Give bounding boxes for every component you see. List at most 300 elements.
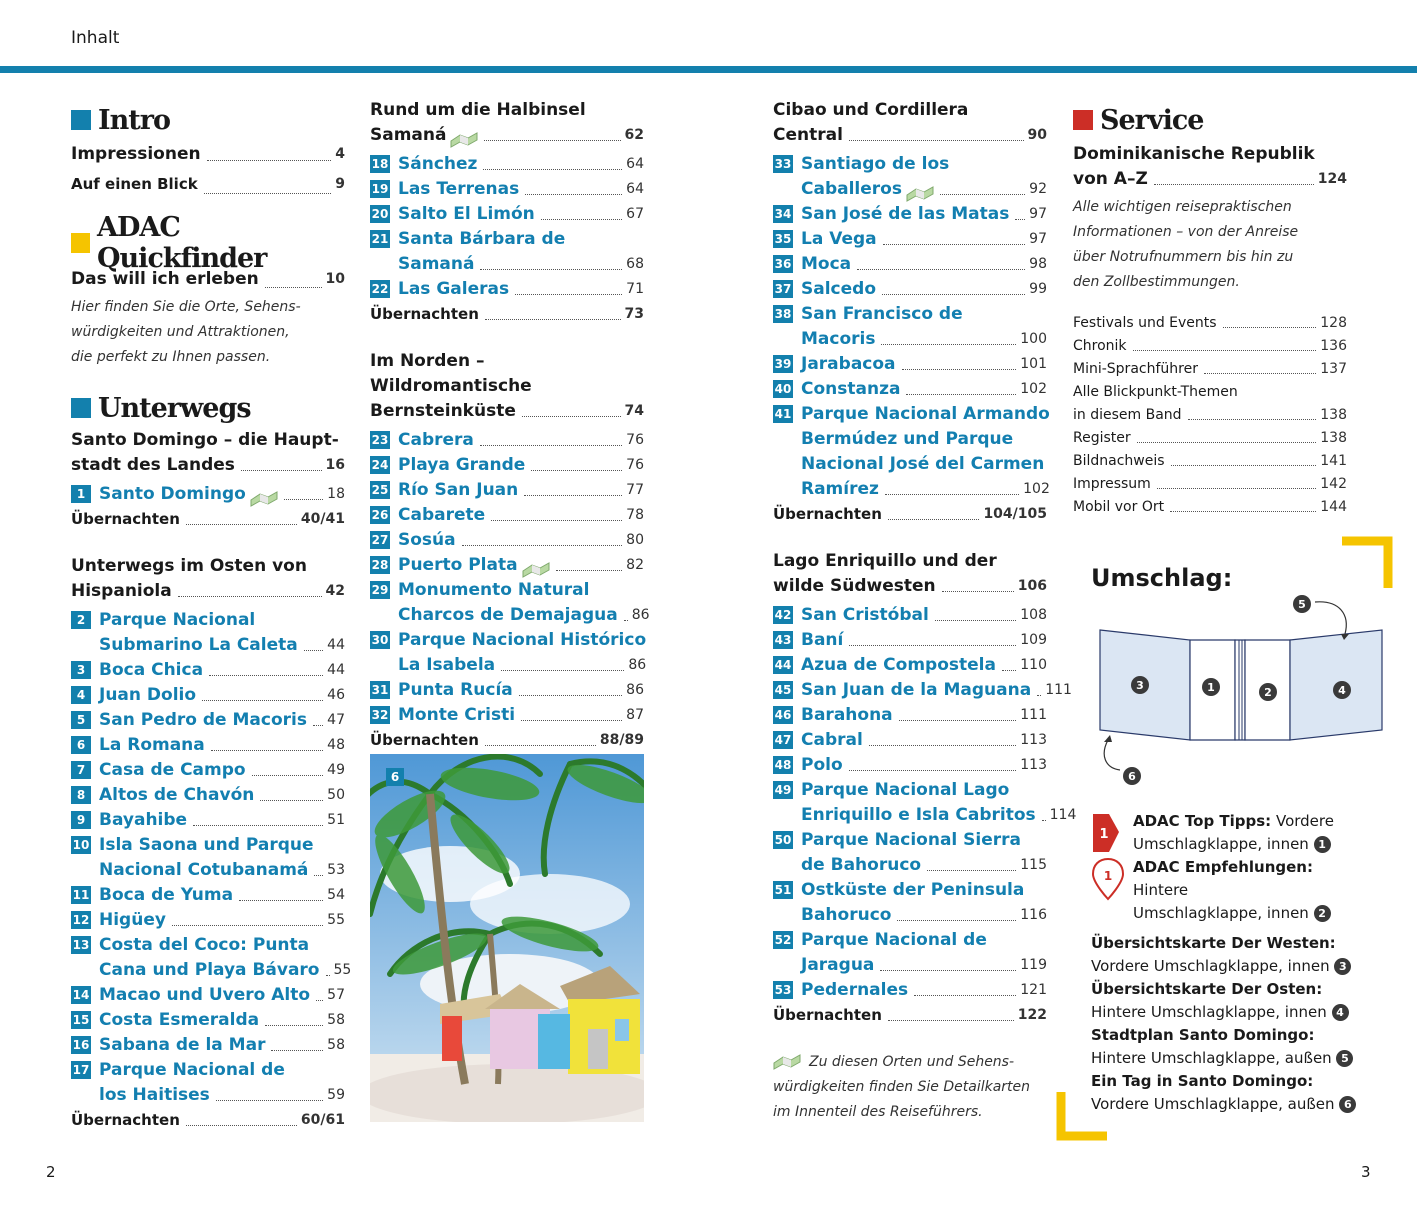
entry-number: 30 [371, 633, 389, 647]
toc-row[interactable]: Impressum 142 [1073, 476, 1347, 492]
toc-entry[interactable] [773, 753, 1047, 778]
page-number-left: 2 [46, 1163, 56, 1181]
panel-4-label [1333, 681, 1351, 699]
toc-row[interactable]: Übernachten 60/61 [71, 1111, 345, 1129]
entry-title: Bayahibe [99, 810, 188, 830]
toc-row[interactable]: Übernachten 73 [370, 305, 644, 323]
top-tipp-icon [1091, 810, 1127, 856]
entry-page: 51 [327, 812, 345, 828]
toc-row[interactable]: Übernachten 122 [773, 1006, 1047, 1024]
entry-title-line: Parque Nacional Lago [801, 780, 1010, 800]
entry-title: Ramírez [801, 479, 879, 499]
entry-page: 46 [327, 687, 345, 703]
entry-title-line: Bermúdez und Parque [801, 429, 1014, 449]
entry-number: 19 [371, 182, 389, 196]
panel-3-label [1131, 676, 1149, 694]
service-desc: Alle wichtigen reisepraktischen Informationen – von der Anreise über Notrufnummern bis hin zu den Zollbestimmungen. [1073, 199, 1299, 290]
entry-number: 39 [774, 357, 792, 371]
entry-title-line: Monumento Natural [398, 580, 590, 600]
svg-text:1: 1 [1103, 869, 1113, 883]
entry-title-line: San Francisco de [801, 304, 963, 324]
toc-entry[interactable] [71, 1058, 345, 1108]
entry-title: Jaragua [801, 955, 875, 975]
entry-page: 58 [327, 1012, 345, 1028]
entry-title: San Juan de la Maguana [801, 680, 1032, 700]
entry-title-line: Ostküste der Peninsula [801, 880, 1025, 900]
entry-page: 76 [626, 457, 644, 473]
entry-page: 116 [1020, 907, 1047, 923]
toc-entry[interactable] [370, 678, 644, 703]
toc-entry[interactable] [71, 783, 345, 808]
entry-page: 97 [1029, 231, 1047, 247]
toc-row[interactable]: Festivals und Events 128 [1073, 315, 1347, 331]
entry-title: Barahona [801, 705, 893, 725]
entry-number: 3 [71, 661, 91, 679]
toc-row[interactable]: Das will ich erleben 10 [71, 269, 345, 289]
entry-title: Salcedo [801, 279, 876, 299]
toc-column-2 [370, 96, 650, 753]
entry-number: 35 [774, 232, 792, 246]
empfehlung-icon [1091, 856, 1127, 902]
toc-entry[interactable] [370, 503, 644, 528]
entry-page: 111 [1045, 682, 1072, 698]
entry-number: 37 [774, 282, 792, 296]
entry-page: 86 [628, 657, 647, 673]
toc-entry[interactable]: 1 Santo Domingo 18 [71, 482, 345, 507]
entry-title: los Haitises [99, 1085, 210, 1105]
entry-number: 11 [72, 888, 90, 902]
entry-number: 38 [774, 307, 792, 321]
entry-title-line: Santa Bárbara de [398, 229, 566, 249]
entry-title-line: Parque Nacional Histórico [398, 630, 647, 650]
entry-title: Macao und Uvero Alto [99, 985, 311, 1005]
detail-map-icon [450, 132, 478, 148]
entry-number: 13 [72, 938, 90, 952]
entry-title: Samaná [398, 254, 475, 274]
toc-entry[interactable] [71, 683, 345, 708]
cover-title: Umschlag: [1091, 564, 1233, 592]
entry-number: 29 [371, 583, 389, 597]
legend-empfehlungen: 1 ADAC Empfehlungen: Hintere Umschlagklappe, innen 2 [1091, 856, 1371, 925]
entry-title-line: Nacional José del Carmen [801, 454, 1045, 474]
toc-row[interactable]: Central 90 [773, 125, 1047, 145]
detail-map-note: Zu diesen Orten und Sehens- würdigkeiten finden Sie Detailkarten im Innenteil des Reiseführers. [773, 1054, 1031, 1120]
entry-number: 44 [774, 658, 792, 672]
entry-title: Cabarete [398, 505, 486, 525]
entry-title: Salto El Limón [398, 204, 535, 224]
toc-entry[interactable] [773, 227, 1047, 252]
entry-page: 102 [1020, 381, 1047, 397]
entry-page: 49 [327, 762, 345, 778]
toc-entry[interactable] [773, 252, 1047, 277]
detail-map-icon [522, 562, 550, 578]
entry-number: 46 [774, 708, 792, 722]
entry-number: 36 [774, 257, 792, 271]
toc-entry[interactable] [773, 202, 1047, 227]
entry-title: La Romana [99, 735, 205, 755]
toc-entry[interactable] [370, 177, 644, 202]
entry-number: 45 [774, 683, 792, 697]
beach-photo [370, 754, 644, 1122]
entry-title: Submarino La Caleta [99, 635, 298, 655]
entry-page: 68 [626, 256, 644, 272]
toc-entry[interactable] [773, 828, 1047, 878]
entry-page: 44 [327, 662, 345, 678]
toc-row[interactable]: Übernachten 40/41 [71, 510, 345, 528]
entry-number: 23 [371, 433, 389, 447]
entry-number: 41 [774, 407, 792, 421]
arrow-top-label [1293, 595, 1311, 613]
svg-text:1: 1 [1099, 827, 1109, 842]
toc-entry[interactable] [71, 608, 345, 658]
svg-text:2: 2 [1264, 686, 1272, 699]
toc-entry[interactable] [773, 778, 1077, 828]
toc-entry[interactable] [773, 978, 1047, 1003]
entry-title: La Vega [801, 229, 877, 249]
toc-entry[interactable] [71, 733, 345, 758]
entry-page: 82 [626, 557, 644, 573]
toc-entry[interactable] [370, 528, 644, 553]
toc-entry[interactable] [773, 728, 1047, 753]
panel-1-label [1202, 678, 1220, 696]
toc-entry[interactable] [370, 478, 644, 503]
cover-ref-badge: 2 [1314, 905, 1331, 922]
entry-title-line: Parque Nacional de [99, 1060, 285, 1080]
toc-row[interactable]: Impressionen 4 [71, 144, 345, 164]
detail-map-icon [773, 1054, 801, 1070]
entry-title: Cabrera [398, 430, 474, 450]
region-heading: Santo Domingo – die Haupt- [71, 430, 339, 450]
entry-page: 98 [1029, 256, 1047, 272]
entry-page: 58 [327, 1037, 345, 1053]
entry-number: 51 [774, 883, 792, 897]
entry-title: La Isabela [398, 655, 496, 675]
entry-number: 52 [774, 933, 792, 947]
entry-page: 57 [327, 987, 345, 1003]
region-heading: Im Norden – Wildromantische [370, 351, 532, 396]
toc-entry[interactable] [773, 653, 1047, 678]
section-marker-icon [71, 398, 91, 418]
entry-title: Puerto Plata [398, 555, 518, 575]
header-rule [0, 66, 1417, 73]
toc-row[interactable]: Samaná 62 [370, 123, 644, 148]
entry-page: 92 [1029, 181, 1047, 197]
toc-entry[interactable] [71, 1033, 345, 1058]
entry-title: Cana und Playa Bávaro [99, 960, 320, 980]
entry-title: Juan Dolio [99, 685, 197, 705]
entry-title: Boca Chica [99, 660, 204, 680]
region-heading: Unterwegs im Osten von [71, 556, 307, 576]
toc-entry[interactable] [773, 352, 1047, 377]
entry-title-line: Parque Nacional Armando [801, 404, 1050, 424]
entry-title: Pedernales [801, 980, 909, 1000]
entry-page: 87 [626, 707, 644, 723]
entry-title: Caballeros [801, 179, 902, 199]
toc-entry[interactable] [71, 1008, 345, 1033]
entry-page: 100 [1020, 331, 1047, 347]
svg-text:3: 3 [1136, 679, 1144, 692]
detail-map-icon [906, 186, 934, 202]
entry-page: 102 [1023, 481, 1050, 497]
entry-title-line: Parque Nacional de [801, 930, 987, 950]
entry-page: 115 [1020, 857, 1047, 873]
toc-entry[interactable] [370, 277, 644, 302]
entry-number: 21 [371, 232, 389, 246]
cover-ref-badge: 3 [1334, 958, 1351, 975]
entry-title: Sánchez [398, 154, 478, 174]
toc-entry[interactable] [71, 908, 345, 933]
arrow-bottom-label [1123, 767, 1141, 785]
entry-number: 27 [371, 533, 389, 547]
entry-number: 10 [72, 838, 90, 852]
entry-title: Macoris [801, 329, 876, 349]
entry-page: 113 [1020, 732, 1047, 748]
entry-number: 17 [72, 1063, 90, 1077]
entry-title: Las Galeras [398, 279, 510, 299]
svg-text:6: 6 [1128, 770, 1136, 783]
toc-entry[interactable] [370, 202, 644, 227]
entry-page: 109 [1020, 632, 1047, 648]
entry-number: 43 [774, 633, 792, 647]
svg-text:4: 4 [1338, 684, 1346, 697]
entry-number: 53 [774, 983, 792, 997]
toc-entry[interactable] [71, 758, 345, 783]
map-entry[interactable]: Übersichtskarte Der Osten: Hintere Umschlagklappe, innen 4 [1091, 978, 1381, 1024]
toc-row[interactable]: Hispaniola 42 [71, 581, 345, 601]
entry-number: 12 [72, 913, 90, 927]
entry-number: 25 [371, 483, 389, 497]
entry-title: Nacional Cotubanamá [99, 860, 309, 880]
entry-title: Playa Grande [398, 455, 526, 475]
region-heading: Rund um die Halbinsel [370, 100, 586, 120]
corner-bracket-top [1340, 536, 1396, 590]
section-marker-icon [71, 110, 91, 130]
page-header [0, 0, 1417, 68]
entry-number: 24 [371, 458, 389, 472]
toc-entry[interactable] [71, 833, 345, 883]
section-intro-title: Intro [71, 100, 345, 140]
entry-title: Las Terrenas [398, 179, 520, 199]
entry-number: 6 [71, 736, 91, 754]
map-entry[interactable]: Ein Tag in Santo Domingo: Vordere Umschlagklappe, außen 6 [1091, 1070, 1381, 1116]
section-marker-icon [71, 233, 90, 253]
toc-entry[interactable] [773, 277, 1047, 302]
toc-entry[interactable] [71, 808, 345, 833]
toc-row[interactable]: Register 138 [1073, 430, 1347, 446]
entry-title: de Bahoruco [801, 855, 922, 875]
cover-ref-badge: 1 [1314, 836, 1331, 853]
entry-number: 32 [371, 708, 389, 722]
entry-page: 114 [1049, 807, 1077, 823]
entry-page: 77 [626, 482, 644, 498]
entry-page: 113 [1020, 757, 1047, 773]
toc-entry[interactable] [773, 928, 1047, 978]
entry-title-line: Santiago de los [801, 154, 950, 174]
entry-title: Casa de Campo [99, 760, 246, 780]
entry-title: San José de las Matas [801, 204, 1010, 224]
entry-title-line: Costa del Coco: Punta [99, 935, 310, 955]
toc-entry[interactable] [370, 628, 647, 678]
toc-row[interactable]: von A–Z 124 [1073, 169, 1347, 189]
toc-entry[interactable] [370, 553, 644, 578]
entry-page: 64 [626, 156, 644, 172]
entry-page: 86 [631, 607, 650, 623]
toc-entry[interactable] [370, 578, 650, 628]
entry-page: 67 [626, 206, 644, 222]
toc-entry[interactable] [370, 428, 644, 453]
entry-page: 59 [327, 1087, 345, 1103]
entry-page: 55 [333, 962, 352, 978]
entry-page: 108 [1020, 607, 1047, 623]
entry-page: 99 [1029, 281, 1047, 297]
entry-number: 5 [71, 711, 91, 729]
toc-entry[interactable] [773, 603, 1047, 628]
toc-column-3 [773, 96, 1077, 1028]
entry-number: 47 [774, 733, 792, 747]
region-heading: Dominikanische Republik [1073, 144, 1315, 164]
service-list [1073, 312, 1347, 519]
entry-title: Boca de Yuma [99, 885, 234, 905]
toc-entry[interactable] [370, 227, 644, 277]
toc-entry[interactable] [370, 152, 644, 177]
entry-title: Baní [801, 630, 844, 650]
toc-row[interactable]: Mini-Sprachführer 137 [1073, 361, 1347, 377]
entry-number: 49 [774, 783, 792, 797]
page-number-right: 3 [1361, 1163, 1371, 1181]
entry-title: Higüey [99, 910, 166, 930]
entry-page: 80 [626, 532, 644, 548]
toc-row[interactable]: stadt des Landes 16 [71, 455, 345, 475]
toc-row-label: Alle Blickpunkt-Themen [1073, 384, 1238, 400]
toc-column-4 [1073, 96, 1347, 519]
entry-page: 55 [327, 912, 345, 928]
entry-page: 64 [626, 181, 644, 197]
entry-number: 8 [71, 786, 91, 804]
toc-entry[interactable] [370, 453, 644, 478]
toc-row[interactable]: Bildnachweis 141 [1073, 453, 1347, 469]
entry-title: San Pedro de Macoris [99, 710, 307, 730]
entry-number: 18 [371, 157, 389, 171]
entry-number: 7 [71, 761, 91, 779]
photo-number-badge: 6 [386, 768, 404, 786]
toc-row[interactable]: Übernachten 104/105 [773, 505, 1047, 523]
svg-text:5: 5 [1298, 598, 1306, 611]
legend [1091, 810, 1371, 925]
toc-row[interactable]: Übernachten 88/89 [370, 731, 644, 749]
toc-entry[interactable] [71, 933, 352, 983]
entry-number: 42 [774, 608, 792, 622]
entry-number: 1 [71, 485, 91, 503]
entry-title: Bahoruco [801, 905, 892, 925]
svg-text:1: 1 [1207, 681, 1215, 694]
toc-entry[interactable] [773, 703, 1047, 728]
toc-entry[interactable] [370, 703, 644, 728]
toc-entry[interactable] [71, 658, 345, 683]
entry-title: Punta Rucía [398, 680, 513, 700]
toc-entry[interactable] [773, 628, 1047, 653]
toc-column-1 [71, 96, 352, 1133]
entry-page: 111 [1020, 707, 1047, 723]
entry-page: 78 [626, 507, 644, 523]
entry-number: 33 [774, 157, 792, 171]
cover-ref-badge: 4 [1332, 1004, 1349, 1021]
toc-entry[interactable] [773, 302, 1047, 352]
entry-number: 16 [72, 1038, 90, 1052]
entry-number: 2 [71, 611, 91, 629]
map-entry[interactable]: Stadtplan Santo Domingo: Hintere Umschlagklappe, außen 5 [1091, 1024, 1381, 1070]
entry-number: 34 [774, 207, 792, 221]
entry-title: Jarabacoa [801, 354, 896, 374]
toc-entry[interactable] [773, 377, 1047, 402]
cover-ref-badge: 5 [1336, 1050, 1353, 1067]
entry-number: 50 [774, 833, 792, 847]
section-quickfinder-title: ADAC Quickfinder [71, 223, 345, 263]
entry-title-line: Isla Saona und Parque [99, 835, 314, 855]
toc-row[interactable]: Chronik 136 [1073, 338, 1347, 354]
entry-title: Azua de Compostela [801, 655, 996, 675]
entry-title: Moca [801, 254, 852, 274]
entry-title: Sabana de la Mar [99, 1035, 266, 1055]
entry-number: 48 [774, 758, 792, 772]
toc-entry[interactable] [773, 678, 1072, 703]
map-entry[interactable]: Übersichtskarte Der Westen: Vordere Umschlagklappe, innen 3 [1091, 932, 1381, 978]
entry-page: 47 [327, 712, 345, 728]
entry-number: 31 [371, 683, 389, 697]
cover-ref-badge: 6 [1339, 1096, 1356, 1113]
entry-page: 53 [327, 862, 345, 878]
entry-number: 28 [371, 558, 389, 572]
entry-page: 76 [626, 432, 644, 448]
header-label: Inhalt [71, 28, 120, 48]
toc-row[interactable]: wilde Südwesten 106 [773, 576, 1047, 596]
toc-entry[interactable] [773, 152, 1047, 202]
entry-title: Polo [801, 755, 843, 775]
toc-row[interactable]: Mobil vor Ort 144 [1073, 499, 1347, 515]
entry-number: 15 [72, 1013, 90, 1027]
entry-number: 9 [71, 811, 91, 829]
entry-title: Monte Cristi [398, 705, 516, 725]
section-service-title: Service [1073, 100, 1347, 140]
region-heading: Cibao und Cordillera [773, 100, 969, 120]
entry-page: 44 [327, 637, 345, 653]
entry-title: Sosúa [398, 530, 456, 550]
quickfinder-desc: Hier finden Sie die Orte, Sehens- würdigkeiten und Attraktionen, die perfekt zu Ihnen passen. [71, 299, 301, 365]
toc-entry[interactable] [773, 402, 1050, 502]
toc-row[interactable]: Auf einen Blick 9 [71, 175, 345, 193]
entry-title-line: Parque Nacional Sierra [801, 830, 1022, 850]
entry-page: 110 [1020, 657, 1047, 673]
palm-beach-illustration [370, 754, 644, 1122]
entry-number: 22 [371, 282, 389, 296]
entry-number: 20 [371, 207, 389, 221]
entry-page: 71 [626, 281, 644, 297]
section-unterwegs-title: Unterwegs [71, 388, 345, 428]
toc-entry[interactable] [71, 883, 345, 908]
toc-row[interactable]: in diesem Band 138 [1073, 407, 1347, 423]
toc-entry[interactable] [71, 983, 345, 1008]
entry-title: Constanza [801, 379, 901, 399]
toc-entry[interactable] [773, 878, 1047, 928]
entry-page: 86 [626, 682, 644, 698]
entry-title: San Cristóbal [801, 605, 929, 625]
legend-top-tipps: 1 ADAC Top Tipps: Vordere Umschlagklappe, innen 1 [1091, 810, 1371, 856]
entry-page: 97 [1029, 206, 1047, 222]
toc-entry[interactable] [71, 708, 345, 733]
entry-page: 48 [327, 737, 345, 753]
detail-map-icon [250, 491, 278, 507]
entry-title: Río San Juan [398, 480, 519, 500]
toc-row[interactable]: Bernsteinküste 74 [370, 401, 644, 421]
